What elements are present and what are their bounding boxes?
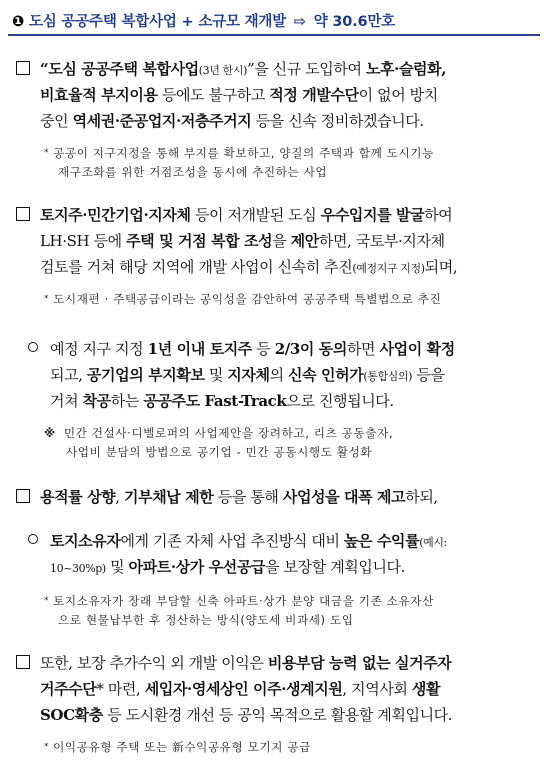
text-span: 이익공유형 주택 또는 新수익공유형 모기지 공급: [53, 740, 311, 754]
text-span: 및: [204, 366, 228, 384]
bold-text-span: 지자체: [227, 366, 270, 384]
text-span: 중인: [40, 112, 73, 130]
bold-text-span: 토지주·민간기업·지자체: [40, 206, 191, 224]
bold-text-span: 노후·슬럼화,: [365, 60, 447, 78]
bold-text-span: 사업성을 대폭 제고: [282, 488, 406, 506]
reference-mark-icon: ※: [44, 426, 56, 440]
text-span: 도시재편 · 주택공급이라는 공익성을 감안하여 공공주택 특별법으로 추진: [53, 292, 442, 306]
text-span: 예정 지구 지정: [50, 340, 148, 358]
text-span: 으로 현물납부한 후 정산하는 방식(양도세 비과세) 도입: [58, 613, 354, 627]
checkbox-square-icon: [16, 61, 30, 75]
text-span: 검토를 거쳐 해당 지역에 개발 사업이 신속히 추진: [40, 258, 353, 276]
text-span: 등이 저개발된 도심: [190, 206, 321, 224]
text-span: 하면, 국토부·지자체: [318, 232, 445, 250]
text-span: 민간 건설사·디벨로퍼의 사업제안을 장려하고, 리츠 공동출자,: [63, 426, 394, 440]
bold-text-span: 우수입지를 발굴: [320, 206, 425, 224]
header-heading: 도심 공공주택 복합사업 + 소규모 재개발: [28, 14, 287, 30]
text-span: LH·SH 등에: [40, 232, 127, 250]
numbered-bullet-icon: ❶: [12, 14, 25, 30]
text-line: [16, 254, 536, 280]
bold-text-span: 역세권·준공업지·저층주거지: [72, 112, 252, 130]
text-span: 등을 신속 정비하겠습니다.: [251, 112, 424, 130]
text-line: [44, 144, 434, 163]
paragraph-owner-returns: [28, 528, 538, 580]
text-span: 하여: [424, 206, 453, 224]
text-line: [44, 424, 393, 443]
paragraph-urban-housing-project: [16, 56, 536, 134]
text-span: 등: [251, 340, 275, 358]
bold-text-span: 적정 개발수단: [269, 86, 359, 104]
text-span: 의: [269, 366, 289, 384]
text-line: [44, 592, 434, 611]
bold-text-span: 사업이 확정: [379, 340, 455, 358]
text-line: [16, 650, 536, 676]
text-span: 등에도 불구하고: [157, 86, 270, 104]
text-line: [16, 82, 536, 108]
footnote-s2: [44, 290, 441, 309]
footnote-s3: [44, 424, 393, 462]
bold-text-span: “도심 공공주택 복합사업: [40, 60, 199, 78]
paragraph-site-proposal: [16, 202, 536, 280]
bold-text-span: 생활: [411, 680, 441, 698]
text-span: 으로 진행됩니다.: [286, 392, 394, 410]
footnote-s6: [44, 738, 311, 757]
text-line: [28, 528, 538, 554]
bold-text-span: 기부채납 제한: [124, 488, 214, 506]
text-span: (3년 한시): [198, 64, 247, 77]
section-header: [8, 6, 540, 36]
paragraph-feasibility: [16, 484, 536, 510]
bold-text-span: 공기업의 부지확보: [86, 366, 205, 384]
note-star-icon: *: [44, 148, 50, 158]
text-span: ,: [115, 488, 125, 506]
text-line: [44, 443, 393, 462]
bold-text-span: 용적률 상향: [40, 488, 116, 506]
note-star-icon: *: [44, 596, 50, 606]
text-span: , 지역사회: [342, 680, 412, 698]
bold-text-span: 신속 인허가: [288, 366, 364, 384]
text-line: [28, 336, 538, 362]
text-span: 공공이 지구지정을 통해 부지를 확보하고, 양질의 주택과 함께 도시기능: [53, 146, 434, 160]
text-span: (통합심의): [363, 370, 413, 383]
text-line: [44, 163, 434, 182]
footnote-s1: [44, 144, 434, 182]
note-star-icon: *: [44, 742, 50, 752]
text-line: [16, 108, 536, 134]
text-span: 등 도시환경 개선 등 공익 목적으로 활용할 계획입니다.: [102, 706, 453, 724]
bold-text-span: 주택 및 거점 복합 조성: [126, 232, 273, 250]
text-line: [28, 554, 538, 580]
text-span: * 마련,: [96, 680, 145, 698]
text-span: 등을 통해: [213, 488, 283, 506]
text-span: ”을 신규 도입하여: [246, 60, 366, 78]
text-line: [16, 484, 536, 510]
text-line: [16, 676, 536, 702]
bold-text-span: 공공주도 Fast-Track: [143, 392, 287, 410]
bold-text-span: 비용부담 능력 없는 실거주자: [267, 654, 452, 672]
bold-text-span: 높은 수익률: [343, 532, 420, 550]
text-span: 되고,: [50, 366, 87, 384]
text-line: [44, 611, 434, 630]
bold-text-span: 토지소유자: [50, 532, 121, 550]
circle-bullet-icon: [28, 534, 38, 544]
text-span: 사업비 분담의 방법으로 공기업 - 민간 공동시행도 활성화: [66, 445, 373, 459]
text-span: 토지소유자가 장래 부담할 신축 아파트·상가 분양 대금을 기존 소유자산: [53, 594, 434, 608]
text-line: [28, 362, 538, 388]
header-result: 약 30.6만호: [313, 14, 395, 30]
checkbox-square-icon: [16, 655, 30, 669]
footnote-s5: [44, 592, 434, 630]
bold-text-span: SOC확충: [40, 706, 103, 724]
text-line: [16, 56, 536, 82]
text-span: (예정지구 지정): [352, 262, 425, 275]
bold-text-span: 아파트·상가 우선공급: [128, 558, 266, 576]
text-span: 거쳐: [50, 392, 83, 410]
text-span: 을 보장할 계획입니다.: [265, 558, 406, 576]
header-underline: [8, 34, 540, 36]
text-span: 되며,: [424, 258, 458, 276]
right-arrow-icon: ⇨: [293, 14, 306, 30]
text-line: [44, 290, 441, 309]
text-span: 하면: [346, 340, 380, 358]
bold-text-span: 제안: [290, 232, 319, 250]
text-span: 및: [105, 558, 129, 576]
bold-text-span: 1년 이내 토지주: [147, 340, 252, 358]
paragraph-fast-track: [28, 336, 538, 414]
text-line: [44, 738, 311, 757]
text-span: 등을: [412, 366, 445, 384]
text-span: 을: [272, 232, 291, 250]
text-span: 하는: [110, 392, 144, 410]
bold-text-span: 거주수단: [40, 680, 97, 698]
text-span: (예시:: [419, 536, 447, 549]
text-span: 에게 기존 자체 사업 추진방식 대비: [120, 532, 344, 550]
bold-text-span: 착공: [82, 392, 111, 410]
text-line: [16, 202, 536, 228]
text-span: 이 없어 방치: [358, 86, 438, 104]
circle-bullet-icon: [28, 342, 38, 352]
checkbox-square-icon: [16, 207, 30, 221]
header-title: [12, 10, 395, 31]
note-star-icon: *: [44, 294, 50, 304]
text-span: 10~30%p): [50, 562, 106, 575]
checkbox-square-icon: [16, 489, 30, 503]
bold-text-span: 2/3이 동의: [274, 340, 347, 358]
text-span: 하되,: [405, 488, 438, 506]
bold-text-span: 세입자·영세상인 이주·생계지원: [144, 680, 343, 698]
bold-text-span: 비효율적 부지이용: [40, 86, 158, 104]
text-span: 재구조화를 위한 거점조성을 동시에 추진하는 사업: [58, 165, 328, 179]
text-line: [28, 388, 538, 414]
paragraph-public-benefit: [16, 650, 536, 728]
text-span: 또한, 보장 추가수익 외 개발 이익은: [40, 654, 268, 672]
text-line: [16, 228, 536, 254]
text-line: [16, 702, 536, 728]
